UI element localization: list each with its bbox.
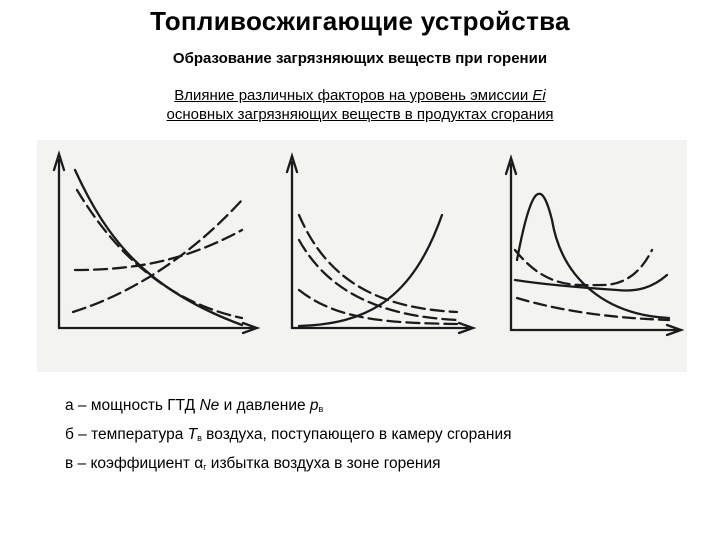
caption-line-1: Влияние различных факторов на уровень эмиссии Ei xyxy=(174,87,546,104)
figure-background xyxy=(37,140,687,372)
page-title: Топливосжигающие устройства xyxy=(150,6,570,36)
legend-line-a: а – мощность ГТД Ne и давление $p_в$ xyxy=(65,397,324,414)
page-subtitle: Образование загрязняющих веществ при горении xyxy=(172,50,548,67)
emission-figure xyxy=(37,140,687,372)
emission-variable: Ei xyxy=(532,87,546,104)
figure-caption xyxy=(0,86,720,124)
legend-line-c: в – коэффициент $\alpha_г$ избытка воздуха в зоне горения xyxy=(65,455,441,472)
legend-line-b: б – температура $T_в$ воздуха, поступающего в камеру сгорания xyxy=(65,426,512,443)
caption-line-2: основных загрязняющих веществ в продуктах сгорания xyxy=(166,106,554,123)
legend xyxy=(65,393,705,480)
